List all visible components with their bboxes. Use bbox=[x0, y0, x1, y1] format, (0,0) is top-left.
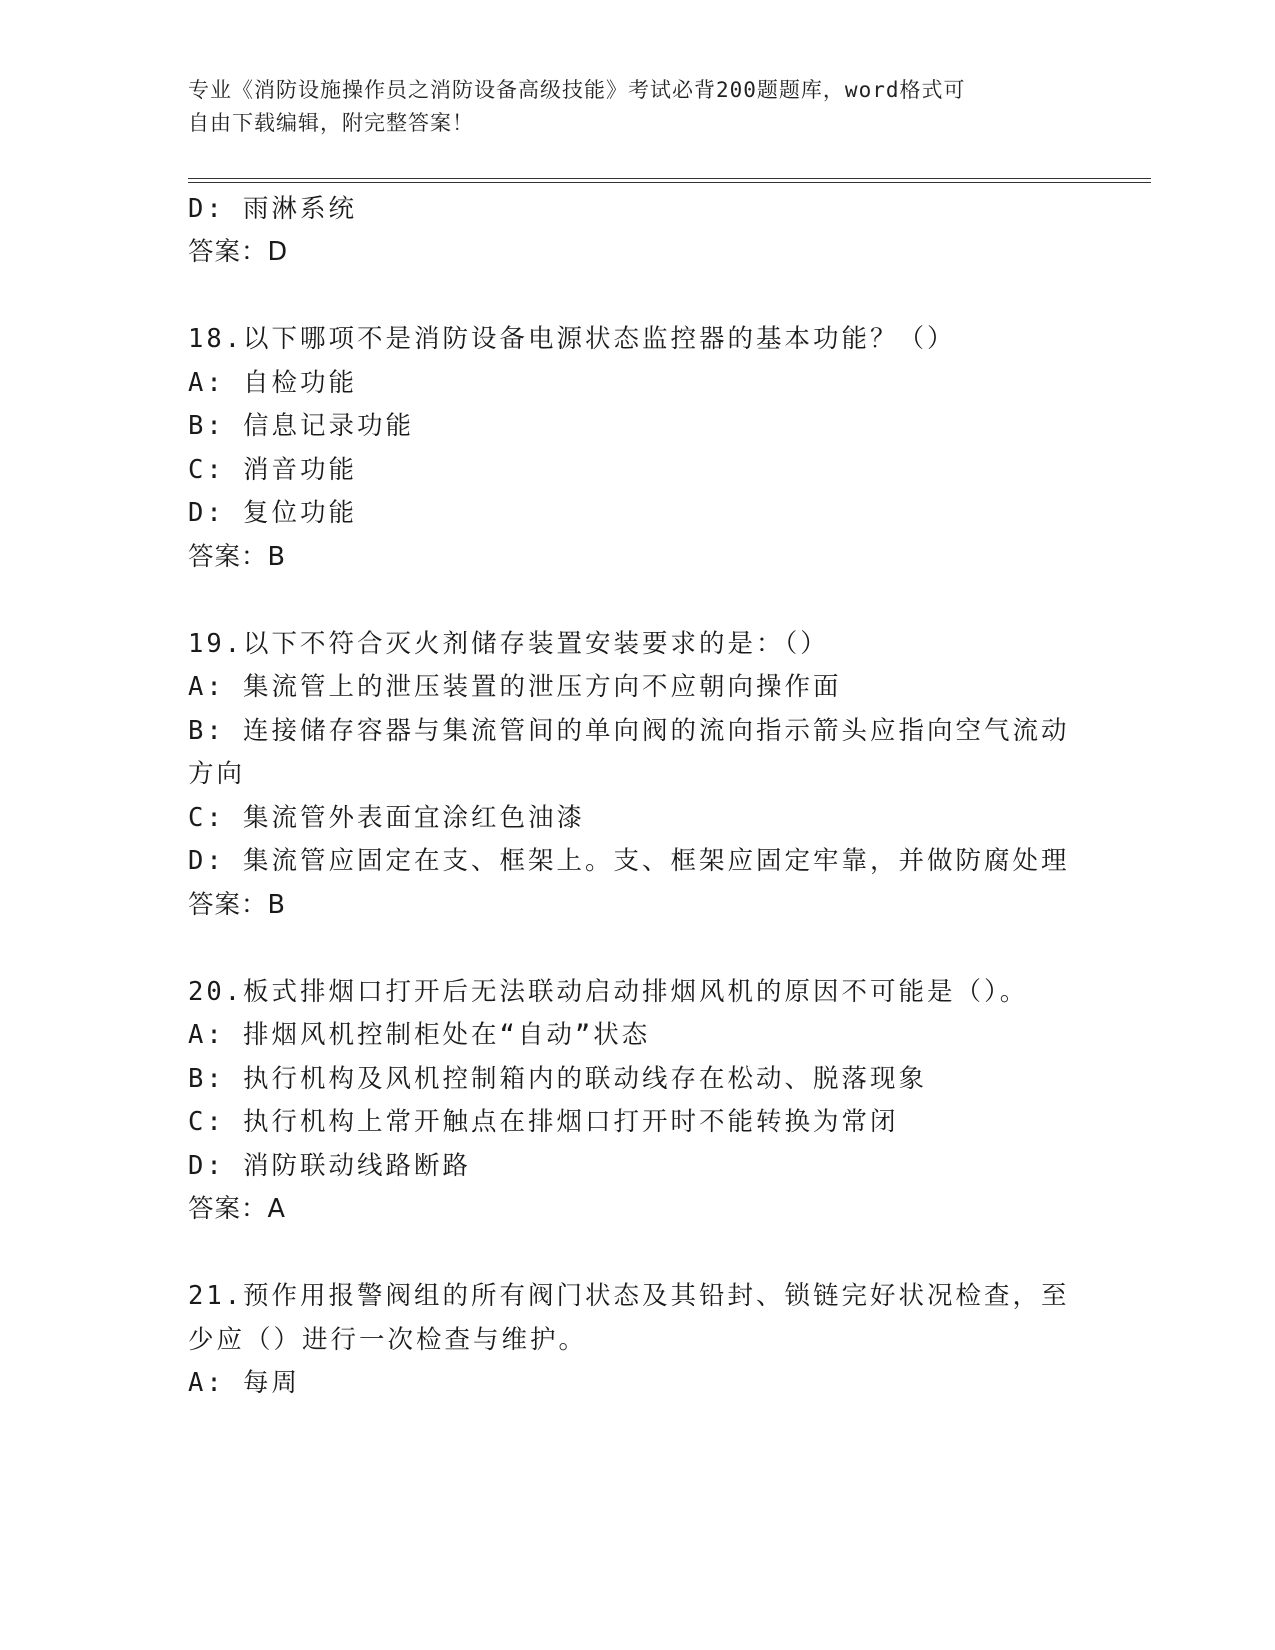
q20-answer: 答案：A bbox=[188, 1194, 286, 1224]
q19-answer: 答案：B bbox=[188, 890, 286, 920]
q19-option-b-line1: B: 连接储存容器与集流管间的单向阀的流向指示箭头应指向空气流动 bbox=[188, 716, 1070, 746]
q18-option-d: D: 复位功能 bbox=[188, 498, 358, 528]
header-line-2: 自由下载编辑，附完整答案！ bbox=[188, 111, 474, 135]
q18-answer: 答案：B bbox=[188, 542, 286, 572]
q19-option-c: C: 集流管外表面宜涂红色油漆 bbox=[188, 803, 586, 833]
header-divider-bottom bbox=[188, 182, 1151, 183]
q20-option-c: C: 执行机构上常开触点在排烟口打开时不能转换为常闭 bbox=[188, 1107, 899, 1137]
q18-option-b: B: 信息记录功能 bbox=[188, 411, 415, 441]
q20-question: 20.板式排烟口打开后无法联动启动排烟风机的原因不可能是（）。 bbox=[188, 977, 1029, 1007]
q19-question: 19.以下不符合灭火剂储存装置安装要求的是：（） bbox=[188, 629, 829, 659]
header-divider-top bbox=[188, 178, 1151, 179]
q18-question: 18.以下哪项不是消防设备电源状态监控器的基本功能？（） bbox=[188, 324, 956, 354]
q18-option-a: A: 自检功能 bbox=[188, 368, 358, 398]
q19-option-b-line2: 方向 bbox=[188, 759, 246, 789]
document-header bbox=[188, 74, 1088, 140]
q19-option-d: D: 集流管应固定在支、框架上。支、框架应固定牢靠，并做防腐处理 bbox=[188, 846, 1070, 876]
q20-option-b: B: 执行机构及风机控制箱内的联动线存在松动、脱落现象 bbox=[188, 1064, 928, 1094]
q18-option-c: C: 消音功能 bbox=[188, 455, 358, 485]
prev-option-d: D: 雨淋系统 bbox=[188, 194, 358, 224]
q21-option-a: A: 每周 bbox=[188, 1368, 301, 1398]
header-line-1: 专业《消防设施操作员之消防设备高级技能》考试必背200题题库，word格式可 bbox=[188, 78, 966, 102]
q19-option-a: A: 集流管上的泄压装置的泄压方向不应朝向操作面 bbox=[188, 672, 842, 702]
prev-answer: 答案：D bbox=[188, 237, 289, 267]
q20-option-d: D: 消防联动线路断路 bbox=[188, 1151, 472, 1181]
q21-question-line1: 21.预作用报警阀组的所有阀门状态及其铅封、锁链完好状况检查，至 bbox=[188, 1281, 1070, 1311]
q21-question-line2: 少应（）进行一次检查与维护。 bbox=[188, 1325, 588, 1355]
q20-option-a: A: 排烟风机控制柜处在“自动”状态 bbox=[188, 1020, 651, 1050]
